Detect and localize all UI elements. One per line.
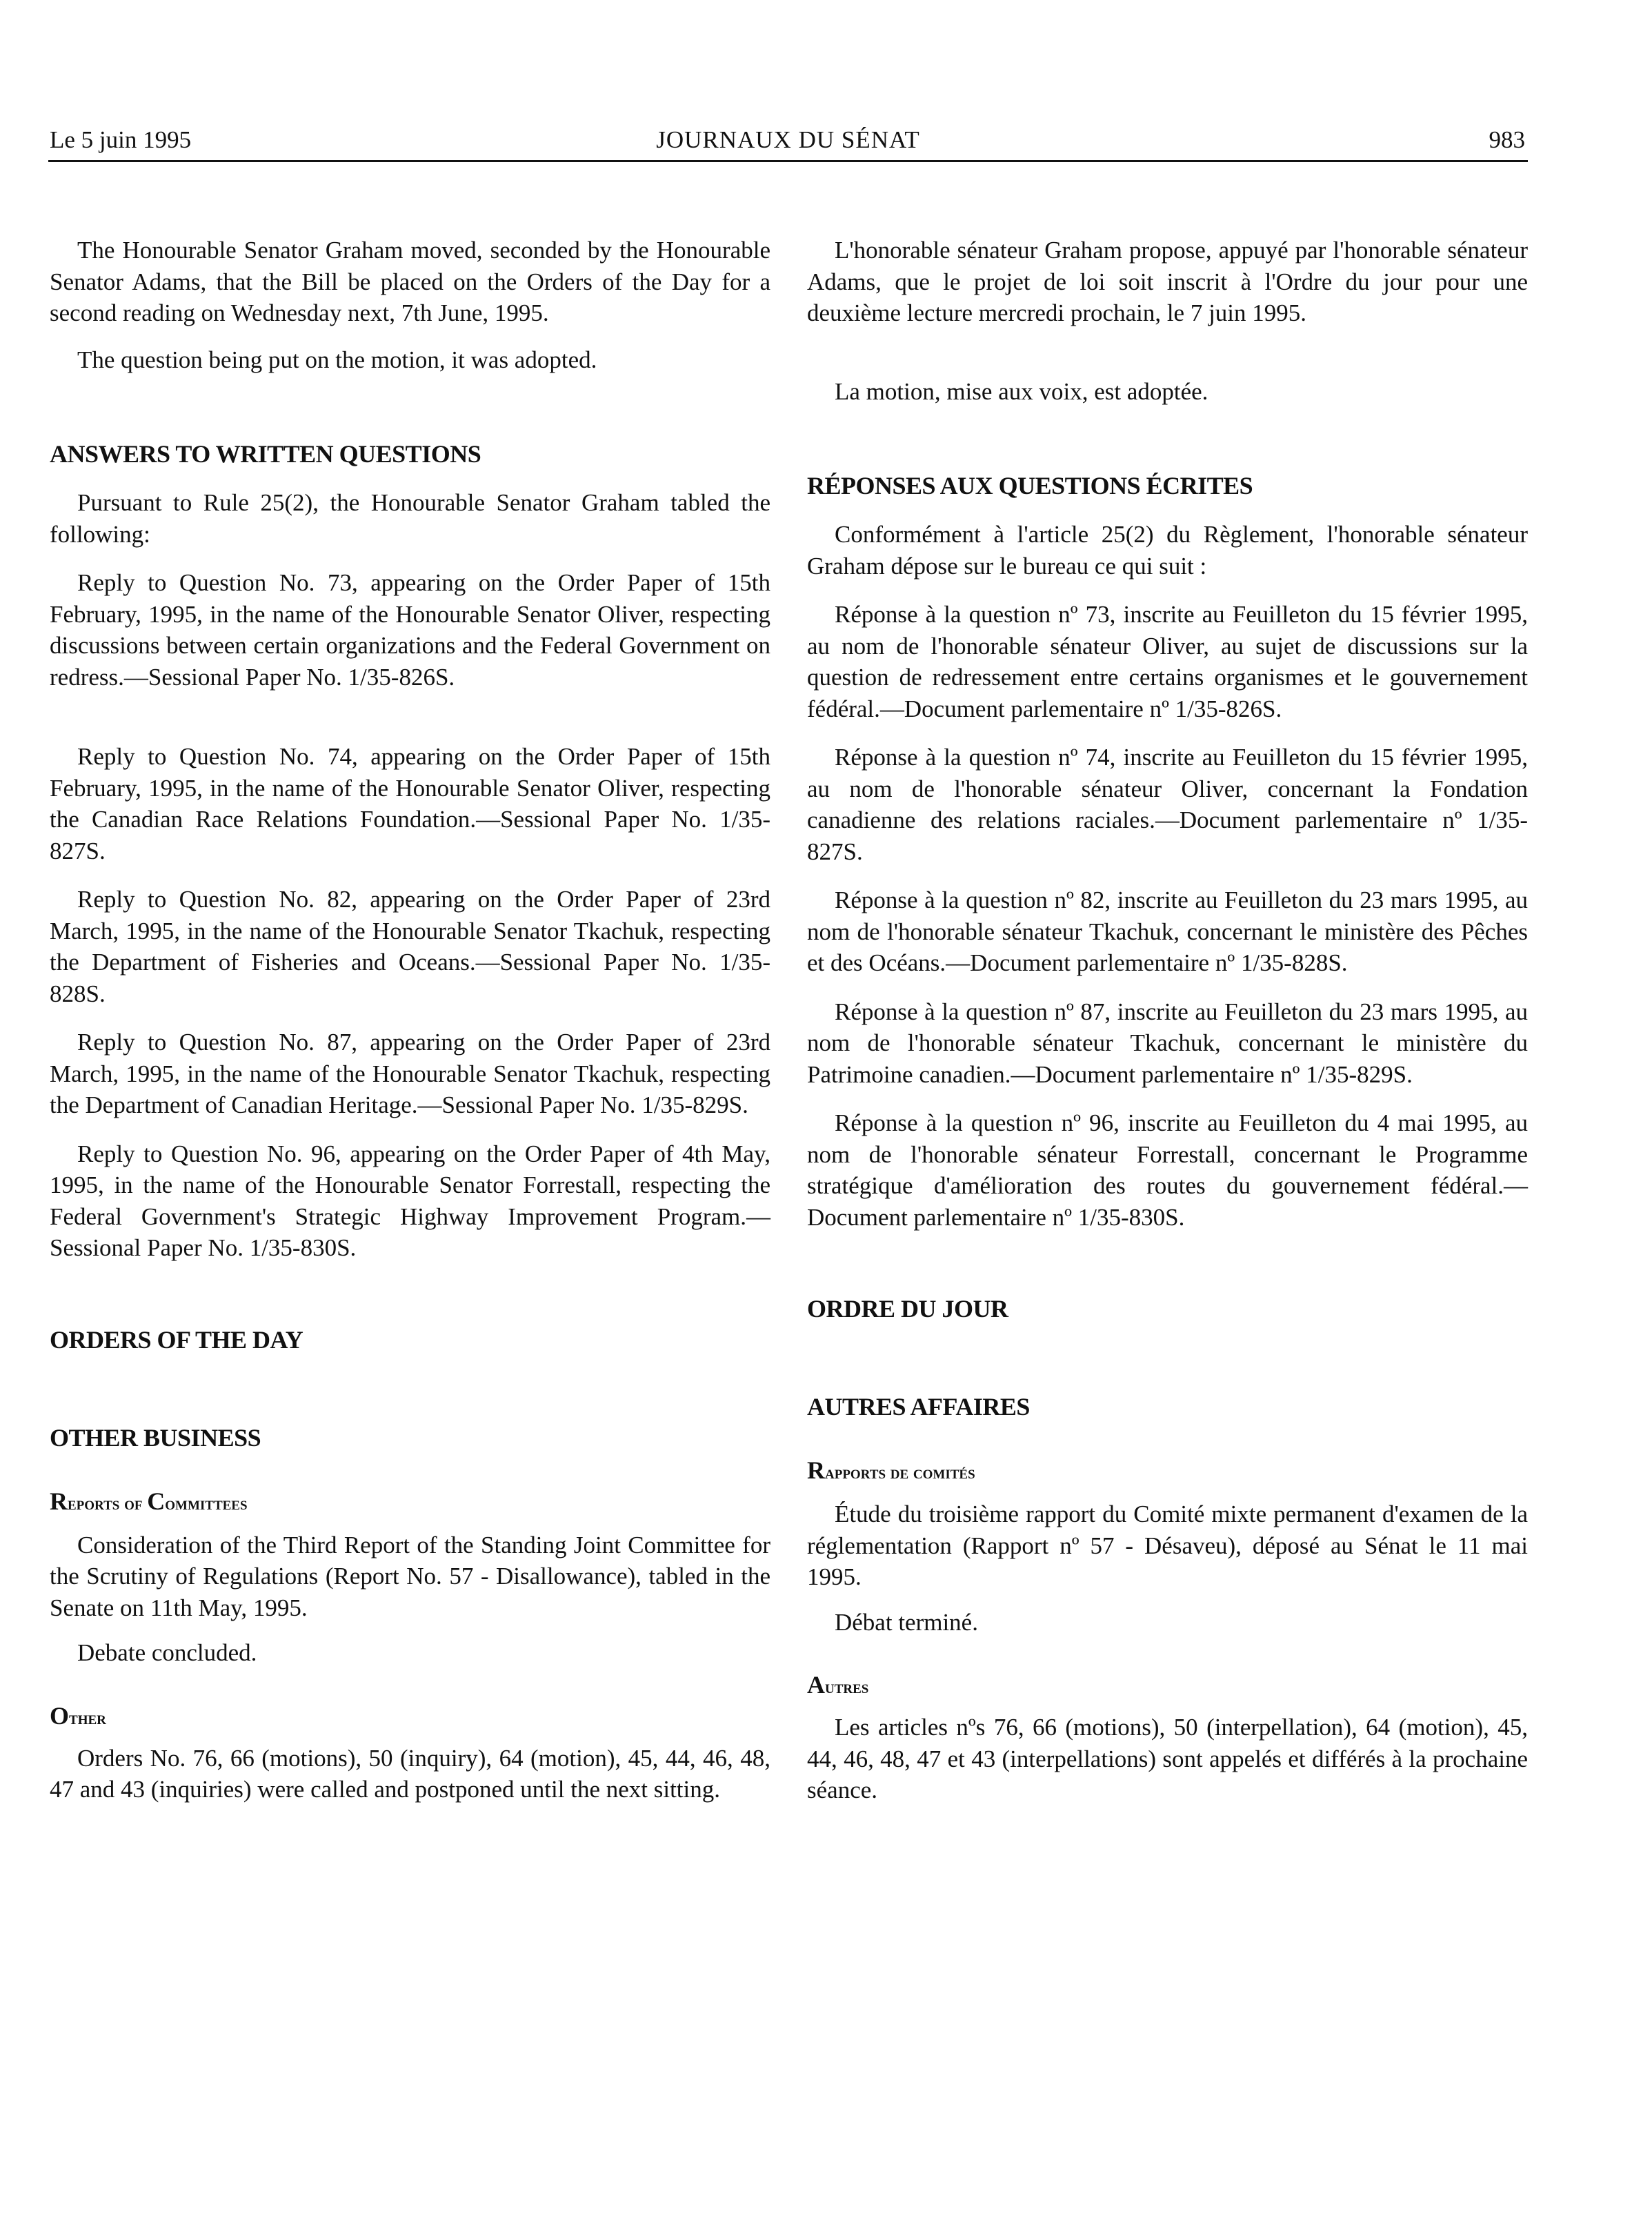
other-heading-fr: Autres [807,1671,869,1699]
english-column [50,200,770,1805]
other-business-heading-fr: AUTRES AFFAIRES [807,1393,1030,1421]
reply-73-fr: Réponse à la question nº 73, inscrite au Feuilleton du 15 février 1995, au nom de l'honorable sénateur Oliver, au sujet de discussions sur la question de redressement entre certains organismes et le gouvernement fédéral.—Document parlementaire nº 1/35-826S. [807,601,1528,722]
orders-heading-fr: ORDRE DU JOUR [807,1295,1008,1323]
header-date: Le 5 juin 1995 [50,126,192,153]
report-text: Consideration of the Third Report of the Standing Joint Committee for the Scrutiny of Regulations (Report No. 57 - Disallowance), tabled in the Senate on 11th May, 1995. [50,1531,770,1621]
reply-74: Reply to Question No. 74, appearing on the Order Paper of 15th February, 1995, in the name of the Honourable Senator Oliver, respecting the Canadian Race Relations Foundation.—Sessional Paper No. 1/35-827S. [50,743,770,864]
header-rule [48,160,1528,162]
motion-result: The question being put on the motion, it was adopted. [77,346,597,373]
answers-heading: ANSWERS TO WRITTEN QUESTIONS [50,440,481,468]
reply-82-fr: Réponse à la question nº 82, inscrite au Feuilleton du 23 mars 1995, au nom de l'honorable sénateur Tkachuk, concernant le ministère des Pêches et des Océans.—Document parlementaire nº 1/35-828S. [807,887,1528,976]
reply-87: Reply to Question No. 87, appearing on the Order Paper of 23rd March, 1995, in the name of the Honourable Senator Tkachuk, respecting the Department of Canadian Heritage.—Sessional Paper No. 1/35-829S. [50,1029,770,1118]
page-number: 983 [1489,126,1525,153]
answers-intro-fr: Conformément à l'article 25(2) du Règlement, l'honorable sénateur Graham dépose sur le bureau ce qui suit : [807,521,1528,580]
answers-heading-fr: RÉPONSES AUX QUESTIONS ÉCRITES [807,472,1253,499]
french-column [807,200,1528,1806]
reply-87-fr: Réponse à la question nº 87, inscrite au Feuilleton du 23 mars 1995, au nom de l'honorable sénateur Tkachuk, concernant le ministère du Patrimoine canadien.—Document parlementaire nº 1/35-829S. [807,998,1528,1088]
motion-text: The Honourable Senator Graham moved, seconded by the Honourable Senator Adams, that the Bill be placed on the Orders of the Day for a second reading on Wednesday next, 7th June, 1995. [50,237,770,326]
reports-heading-fr: Rapports de comités [807,1456,975,1484]
report-text-fr: Étude du troisième rapport du Comité mixte permanent d'examen de la réglementation (Rapport nº 57 - Désaveu), déposé au Sénat le 11 mai 1995. [807,1501,1528,1590]
other-text-fr: Les articles nºs 76, 66 (motions), 50 (interpellation), 64 (motion), 45, 44, 46, 48, 47 et 43 (interpellations) sont appelés et différés à la prochaine séance. [807,1714,1528,1803]
reply-96: Reply to Question No. 96, appearing on the Order Paper of 4th May, 1995, in the name of the Honourable Senator Forrestall, respecting the Federal Government's Strategic Highway Improvement Program.—Sessional Paper No. 1/35-830S. [50,1140,770,1261]
header-title: JOURNAUX DU SÉNAT [656,126,920,153]
other-heading: Other [50,1701,106,1730]
reports-heading: Reports of Committees [50,1487,248,1515]
other-text: Orders No. 76, 66 (motions), 50 (inquiry), 64 (motion), 45, 44, 46, 48, 47 and 43 (inquiries) were called and postponed until the next sitting. [50,1744,770,1803]
reply-73: Reply to Question No. 73, appearing on the Order Paper of 15th February, 1995, in the name of the Honourable Senator Oliver, respecting discussions between certain organizations and the Federal Government on redress.—Sessional Paper No. 1/35-826S. [50,569,770,691]
page-header [48,123,1528,157]
answers-intro: Pursuant to Rule 25(2), the Honourable Senator Graham tabled the following: [50,489,770,548]
reply-74-fr: Réponse à la question nº 74, inscrite au Feuilleton du 15 février 1995, au nom de l'honorable sénateur Oliver, concernant la Fondation canadienne des relations raciales.—Document parlementaire nº 1/35-827S. [807,744,1528,865]
motion-text-fr: L'honorable sénateur Graham propose, appuyé par l'honorable sénateur Adams, que le projet de loi soit inscrit à l'Ordre du jour pour une deuxième lecture mercredi prochain, le 7 juin 1995. [807,237,1528,326]
reply-96-fr: Réponse à la question nº 96, inscrite au Feuilleton du 4 mai 1995, au nom de l'honorable sénateur Forrestall, concernant le Programme stratégique d'amélioration des routes du gouvernement fédéral.—Document parlementaire nº 1/35-830S. [807,1109,1528,1231]
orders-heading: ORDERS OF THE DAY [50,1325,303,1354]
debate-result-fr: Débat terminé. [835,1608,978,1636]
motion-result-fr: La motion, mise aux voix, est adoptée. [835,377,1208,405]
reply-82: Reply to Question No. 82, appearing on the Order Paper of 23rd March, 1995, in the name of the Honourable Senator Tkachuk, respecting the Department of Fisheries and Oceans.—Sessional Paper No. 1/35-828S. [50,886,770,1007]
other-business-heading: OTHER BUSINESS [50,1423,261,1452]
debate-result: Debate concluded. [77,1639,257,1666]
